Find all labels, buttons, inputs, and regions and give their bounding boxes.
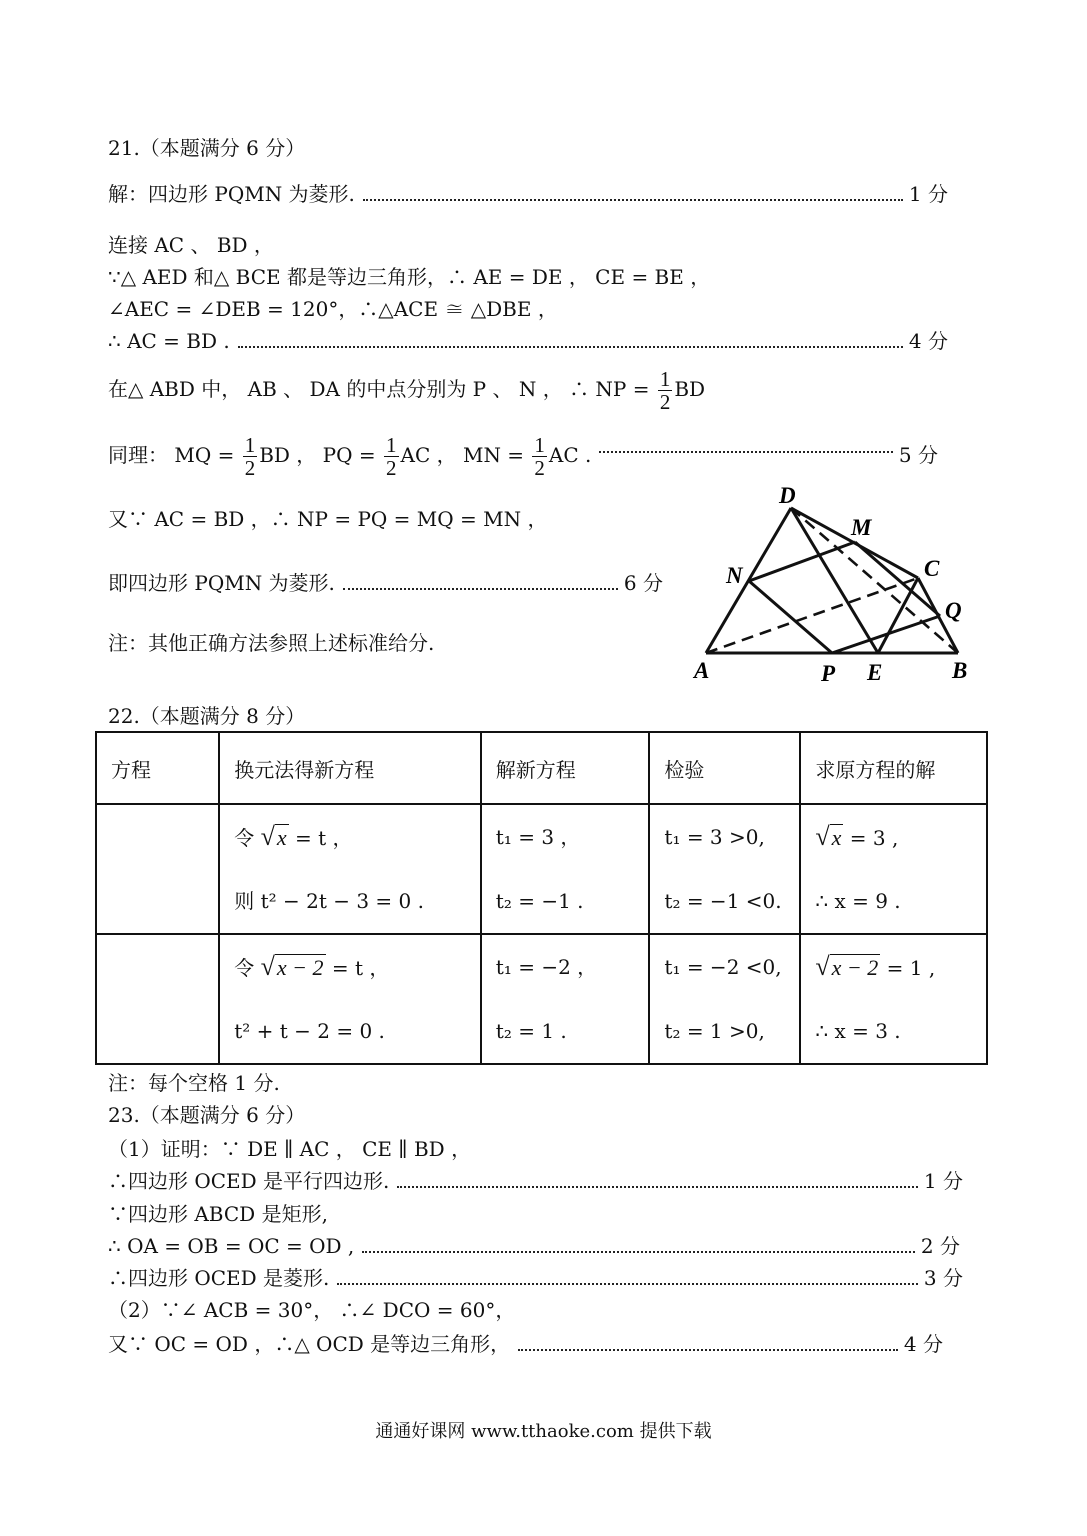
q21-line-7 bbox=[108, 430, 938, 480]
radicand: x bbox=[831, 825, 842, 850]
table-cell-substitution bbox=[219, 804, 481, 934]
cell-text: = 1 , bbox=[886, 956, 936, 980]
fraction-denominator: 2 bbox=[659, 390, 671, 414]
cell-line: ∴ x = 3 . bbox=[815, 1019, 901, 1043]
q23-line-4-score: 2 分 bbox=[920, 1234, 960, 1258]
q23-line-2-text: ∴四边形 OCED 是平行四边形. bbox=[108, 1169, 390, 1193]
q23-line-7 bbox=[108, 1331, 943, 1357]
label-E: E bbox=[867, 660, 883, 685]
leader-dots bbox=[518, 1349, 898, 1351]
label-B: B bbox=[952, 658, 968, 683]
q23-line-1: （1）证明：∵ DE ∥ AC ， CE ∥ BD ， bbox=[108, 1137, 472, 1161]
table-cell-solve bbox=[481, 804, 650, 934]
fraction-half bbox=[532, 434, 547, 479]
label-A: A bbox=[694, 658, 710, 683]
table-cell-answer bbox=[800, 934, 987, 1064]
page-footer: 通通好课网 www.tthaoke.com 提供下载 bbox=[375, 1421, 712, 1442]
fraction-numerator: 1 bbox=[534, 433, 545, 457]
q23-line-5-score: 3 分 bbox=[923, 1266, 963, 1290]
fraction-denominator: 2 bbox=[534, 456, 545, 480]
fraction-denominator: 2 bbox=[244, 456, 256, 480]
fraction-half bbox=[384, 434, 399, 479]
q22-table bbox=[95, 731, 988, 1065]
leader-dots bbox=[363, 199, 903, 201]
table-row bbox=[96, 934, 987, 1064]
cell-line: t₂ = −1 . bbox=[495, 889, 584, 913]
q21-line-1 bbox=[108, 181, 948, 207]
q21-line-5 bbox=[108, 328, 948, 354]
cell-line: t₁ = −2 <0, bbox=[664, 955, 782, 979]
label-P: P bbox=[821, 661, 836, 686]
table-cell-solve bbox=[481, 934, 650, 1064]
leader-dots bbox=[362, 1251, 915, 1253]
leader-dots bbox=[397, 1186, 918, 1188]
segment-PN bbox=[749, 581, 832, 653]
cell-line bbox=[815, 935, 972, 999]
sqrt-symbol: √ bbox=[260, 952, 275, 981]
q21-line-6-tail: BD bbox=[674, 377, 706, 401]
q21-line-7-part-b: BD ， PQ = bbox=[259, 443, 376, 467]
cell-line: t₂ = 1 >0, bbox=[664, 1019, 765, 1043]
q21-line-1-score: 1 分 bbox=[908, 182, 948, 206]
cell-text: = t ， bbox=[295, 826, 353, 850]
header-solve-new: 解新方程 bbox=[481, 732, 650, 804]
radicand: x bbox=[276, 825, 287, 850]
table-cell-answer bbox=[800, 804, 987, 934]
cell-line: 则 t² − 2t − 3 = 0 . bbox=[234, 889, 424, 913]
q21-line-5-text: ∴ AC = BD . bbox=[108, 329, 230, 353]
leader-dots bbox=[343, 588, 618, 590]
q23-line-5 bbox=[108, 1265, 963, 1291]
table-cell-substitution bbox=[219, 934, 481, 1064]
q21-note: 注：其他正确方法参照上述标准给分. bbox=[108, 631, 435, 655]
q21-line-1-text: 解：四边形 PQMN 为菱形. bbox=[108, 182, 355, 206]
q21-line-7-score: 5 分 bbox=[898, 443, 938, 467]
cell-line: t₂ = 1 . bbox=[495, 1019, 567, 1043]
q21-line-7-text bbox=[108, 430, 591, 480]
q21-line-9 bbox=[108, 570, 663, 596]
fraction-numerator: 1 bbox=[659, 367, 671, 391]
table-cell-equation-blank bbox=[96, 934, 219, 1064]
q23-line-2 bbox=[108, 1168, 963, 1194]
cell-line: t₁ = −2 ， bbox=[495, 955, 598, 979]
fraction-numerator: 1 bbox=[386, 433, 397, 457]
fraction-numerator: 1 bbox=[244, 433, 256, 457]
q23-line-5-text: ∴四边形 OCED 是菱形. bbox=[108, 1266, 330, 1290]
label-D: D bbox=[779, 483, 796, 508]
cell-line: ∴ x = 9 . bbox=[815, 889, 901, 913]
label-C: C bbox=[924, 556, 940, 581]
q22-note: 注：每个空格 1 分. bbox=[108, 1071, 280, 1095]
geometry-figure bbox=[690, 478, 980, 688]
radicand: x − 2 bbox=[831, 955, 879, 980]
q23-line-4-text: ∴ OA = OB = OC = OD , bbox=[108, 1234, 355, 1258]
q23-line-7-text: 又∵ OC = OD ，∴△ OCD 是等边三角形， bbox=[108, 1332, 511, 1356]
table-cell-check bbox=[649, 804, 800, 934]
sqrt-symbol: √ bbox=[815, 822, 830, 851]
q21-line-7-part-c: AC ， MN = bbox=[400, 443, 525, 467]
radicand: x − 2 bbox=[276, 955, 324, 980]
header-substitution: 换元法得新方程 bbox=[219, 732, 481, 804]
header-check: 检验 bbox=[649, 732, 800, 804]
label-Q: Q bbox=[945, 598, 962, 623]
q21-line-6 bbox=[108, 364, 705, 414]
q21-line-6-text: 在△ ABD 中， AB 、 DA 的中点分别为 P 、 N ， ∴ NP = bbox=[108, 377, 650, 401]
q21-line-2: 连接 AC 、 BD ， bbox=[108, 233, 274, 257]
cell-line: t₁ = 3 ， bbox=[495, 825, 581, 849]
table-header-row bbox=[96, 732, 987, 804]
q23-heading: 23.（本题满分 6 分） bbox=[108, 1103, 306, 1127]
q23-line-6: （2）∵∠ ACB = 30°， ∴∠ DCO = 60°， bbox=[108, 1298, 516, 1322]
sqrt-symbol: √ bbox=[815, 952, 830, 981]
cell-text: 令 bbox=[234, 826, 255, 850]
label-M: M bbox=[851, 515, 872, 540]
q22-heading: 22.（本题满分 8 分） bbox=[108, 704, 306, 728]
q21-heading: 21.（本题满分 6 分） bbox=[108, 136, 306, 160]
q23-line-7-score: 4 分 bbox=[903, 1332, 943, 1356]
segment-QP bbox=[832, 616, 940, 653]
table-cell-check bbox=[649, 934, 800, 1064]
header-equation: 方程 bbox=[96, 732, 219, 804]
sqrt-symbol: √ bbox=[260, 822, 275, 851]
table-row bbox=[96, 804, 987, 934]
fraction-denominator: 2 bbox=[386, 456, 397, 480]
cell-line: t₁ = 3 >0, bbox=[664, 825, 765, 849]
q23-line-3: ∵四边形 ABCD 是矩形, bbox=[108, 1202, 328, 1226]
cell-text: = 3 , bbox=[849, 826, 899, 850]
q21-line-8: 又∵ AC = BD ，∴ NP = PQ = MQ = MN ， bbox=[108, 507, 548, 531]
cell-line bbox=[234, 805, 466, 869]
cell-line: t₂ = −1 <0. bbox=[664, 889, 782, 913]
cell-text: = t ， bbox=[331, 956, 390, 980]
cell-line: t² + t − 2 = 0 . bbox=[234, 1019, 385, 1043]
q21-line-5-score: 4 分 bbox=[908, 329, 948, 353]
fraction-half bbox=[243, 434, 258, 479]
segment-NM bbox=[749, 542, 855, 581]
q21-line-4: ∠AEC = ∠DEB = 120°，∴△ACE ≅ △DBE ， bbox=[108, 297, 558, 321]
table-cell-equation-blank bbox=[96, 804, 219, 934]
q21-line-3: ∵△ AED 和△ BCE 都是等边三角形，∴ AE = DE ， CE = BE ， bbox=[108, 265, 711, 289]
leader-dots bbox=[599, 451, 893, 453]
q21-line-7-part-d: AC . bbox=[548, 443, 592, 467]
header-original-solution: 求原方程的解 bbox=[800, 732, 987, 804]
q23-line-2-score: 1 分 bbox=[923, 1169, 963, 1193]
cell-line bbox=[815, 805, 972, 869]
q21-line-7-part-a: 同理： MQ = bbox=[108, 443, 235, 467]
q21-line-9-score: 6 分 bbox=[623, 571, 663, 595]
cell-text: 令 bbox=[234, 956, 255, 980]
leader-dots bbox=[238, 346, 903, 348]
leader-dots bbox=[337, 1283, 918, 1285]
cell-line bbox=[234, 935, 466, 999]
segment-AD bbox=[706, 508, 791, 653]
q23-line-4 bbox=[108, 1233, 960, 1259]
q21-line-9-text: 即四边形 PQMN 为菱形. bbox=[108, 571, 335, 595]
fraction-half bbox=[658, 368, 673, 413]
label-N: N bbox=[726, 563, 743, 588]
